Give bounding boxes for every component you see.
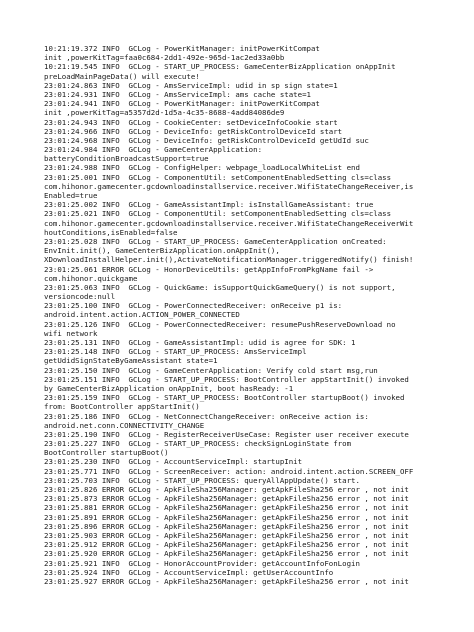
log-line: getUdidSignStateByGameAssistant state=1 xyxy=(44,356,218,366)
log-line: 23:01:25.100 INFO GCLog - PowerConnectedReceiver: onReceive p1 is: xyxy=(44,301,343,311)
log-line: Enabled=true xyxy=(44,191,98,200)
log-line: 23:01:25.001 INFO GCLog - ComponentUtil: setComponentEnabledSetting cls=class xyxy=(44,172,392,182)
log-line: 23:01:25.924 INFO GCLog - AccountServiceImpl: getUserAccountInfo xyxy=(44,567,334,577)
log-line: 23:01:25.159 INFO GCLog - START_UP_PROCESS: BootController startupBoot() invoked xyxy=(44,393,405,403)
log-line: 23:01:24.941 INFO GCLog - PowerKitManager: initPowerKitCompat xyxy=(44,99,320,109)
log-line: 23:01:24.966 INFO GCLog - DeviceInfo: getRiskControlDeviceId start xyxy=(44,126,343,136)
log-line: versioncode:null xyxy=(44,292,116,302)
log-line: 23:01:25.063 INFO GCLog - QuickGame: isSupportQuickGameQuery() is not support, xyxy=(44,282,396,292)
log-line: 10:21:19.372 INFO GCLog - PowerKitManager: initPowerKitCompat xyxy=(44,44,320,53)
log-line: XDownloadInstallHelper.init(),ActivateNotificationManager.triggeredNotify() finish! xyxy=(44,255,414,265)
log-line: 23:01:25.230 INFO GCLog - AccountServiceImpl: startupInit xyxy=(44,457,303,467)
log-line: by GameCenterBizApplication onAppInit, boot hasReady: -1 xyxy=(44,383,294,393)
log-line: 23:01:24.931 INFO GCLog - AmsServiceImpl: ams cache state=1 xyxy=(44,89,311,99)
log-line: init ,powerKitTag=a5357d2d-1d5a-4c35-8688-4add84086de9 xyxy=(44,108,285,118)
log-line: 23:01:25.703 INFO GCLog - START_UP_PROCESS: queryAllAppUpdate() start. xyxy=(44,475,360,485)
log-line: wifi network xyxy=(44,328,98,338)
log-line: 23:01:25.921 INFO GCLog - HonorAccountProvider: getAccountInfoFonLogin xyxy=(44,558,360,568)
log-line: com.hihonor.quickgame xyxy=(44,273,138,283)
log-line: 23:01:25.150 INFO GCLog - GameCenterApplication: Verify cold start msg,run xyxy=(44,365,378,375)
log-line: 23:01:24.988 INFO GCLog - ConfigHelper: webpage_loadLocalWhiteList end xyxy=(44,163,360,173)
log-line: 23:01:24.943 INFO GCLog - CookieCenter: setDeviceInfoCookie start xyxy=(44,117,338,127)
log-line: from: BootController appStartInit() xyxy=(44,402,200,412)
log-line: 23:01:25.927 ERROR GCLog - ApkFileSha256Manager: getApkFileSha256 error , not init xyxy=(44,576,409,586)
log-line: 23:01:25.186 INFO GCLog - NetConnectChangeReceiver: onReceive action is: xyxy=(44,411,369,421)
log-line: com.hihonor.gamecenter.gcdownloadinstallservice.receiver.WifiStateChangeReceiver,is xyxy=(44,181,414,191)
log-line: 23:01:25.028 INFO GCLog - START_UP_PROCESS: GameCenterApplication onCreated: xyxy=(44,236,387,246)
log-line: 23:01:25.061 ERROR GCLog - HonorDeviceUtils: getAppInfoFromPkgName fail -> xyxy=(44,264,374,274)
log-line: 10:21:19.545 INFO GCLog - START_UP_PROCESS: GameCenterBizApplication onAppInit xyxy=(44,62,396,72)
log-line: 23:01:25.148 INFO GCLog - START_UP_PROCESS: AmsServiceImpl xyxy=(44,347,307,357)
log-line: 23:01:25.891 ERROR GCLog - ApkFileSha256Manager: getApkFileSha256 error , not init xyxy=(44,512,409,522)
log-line: BootController startupBoot() xyxy=(44,448,169,458)
log-line: houtConditions,isEnabled=false xyxy=(44,227,178,237)
log-line: 23:01:25.881 ERROR GCLog - ApkFileSha256Manager: getApkFileSha256 error , not init xyxy=(44,503,409,513)
log-line: 23:01:25.920 ERROR GCLog - ApkFileSha256Manager: getApkFileSha256 error , not init xyxy=(44,549,409,559)
log-line: 23:01:24.968 INFO GCLog - DeviceInfo: getRiskControlDeviceId getUdId suc xyxy=(44,135,369,145)
log-line: batteryConditionBroadcastSupport=true xyxy=(44,154,209,164)
log-line: 23:01:25.126 INFO GCLog - PowerConnectedReceiver: resumePushReserveDownload no xyxy=(44,319,396,329)
log-line: 23:01:25.021 INFO GCLog - ComponentUtil: setComponentEnabledSetting cls=class xyxy=(44,209,392,219)
log-line: 23:01:25.190 INFO GCLog - RegisterReceiverUseCase: Register user receiver execute xyxy=(44,429,409,439)
log-line: 23:01:25.873 ERROR GCLog - ApkFileSha256Manager: getApkFileSha256 error , not init xyxy=(44,494,409,504)
log-line: 23:01:25.151 INFO GCLog - START_UP_PROCESS: BootController appStartInit() invoked xyxy=(44,374,409,384)
log-line: 23:01:25.826 ERROR GCLog - ApkFileSha256Manager: getApkFileSha256 error , not init xyxy=(44,485,409,494)
log-line: 23:01:25.896 ERROR GCLog - ApkFileSha256Manager: getApkFileSha256 error , not init xyxy=(44,521,409,531)
log-line: 23:01:25.771 INFO GCLog - ScreenReceiver: action: android.intent.action.SCREEN_OFF xyxy=(44,466,414,476)
log-line: android.net.conn.CONNECTIVITY_CHANGE xyxy=(44,420,205,430)
log-line: 23:01:25.903 ERROR GCLog - ApkFileSha256Manager: getApkFileSha256 error , not init xyxy=(44,530,409,540)
log-line: 23:01:25.227 INFO GCLog - START_UP_PROCESS: checkSignLoginState from xyxy=(44,439,352,449)
log-line: 23:01:24.984 INFO GCLog - GameCenterApplication: xyxy=(44,145,263,155)
log-line: 23:01:25.912 ERROR GCLog - ApkFileSha256Manager: getApkFileSha256 error , not init xyxy=(44,540,409,550)
log-line: 23:01:24.863 INFO GCLog - AmsServiceImpl: udid in sp sign state=1 xyxy=(44,80,338,90)
log-line: 23:01:25.131 INFO GCLog - GameAssistantImpl: udid is agree for SDK: 1 xyxy=(44,338,356,347)
log-line: EnvInit.init(), GameCenterBizApplication.onAppInit(), xyxy=(44,246,280,256)
log-line: preLoadMainPageData() will execute! xyxy=(44,71,200,81)
log-text-block xyxy=(44,44,464,586)
log-line: 23:01:25.002 INFO GCLog - GameAssistantImpl: isInstallGameAssistant: true xyxy=(44,200,374,210)
log-line: init ,powerKitTag=faa0c684-2dd1-492e-965d-1ac2ed33a0bb xyxy=(44,53,285,63)
log-line: android.intent.action.ACTION_POWER_CONNECTED xyxy=(44,310,240,320)
log-line: com.hihonor.gamecenter.gcdownloadinstallservice.receiver.WifiStateChangeReceiverWit xyxy=(44,218,414,228)
